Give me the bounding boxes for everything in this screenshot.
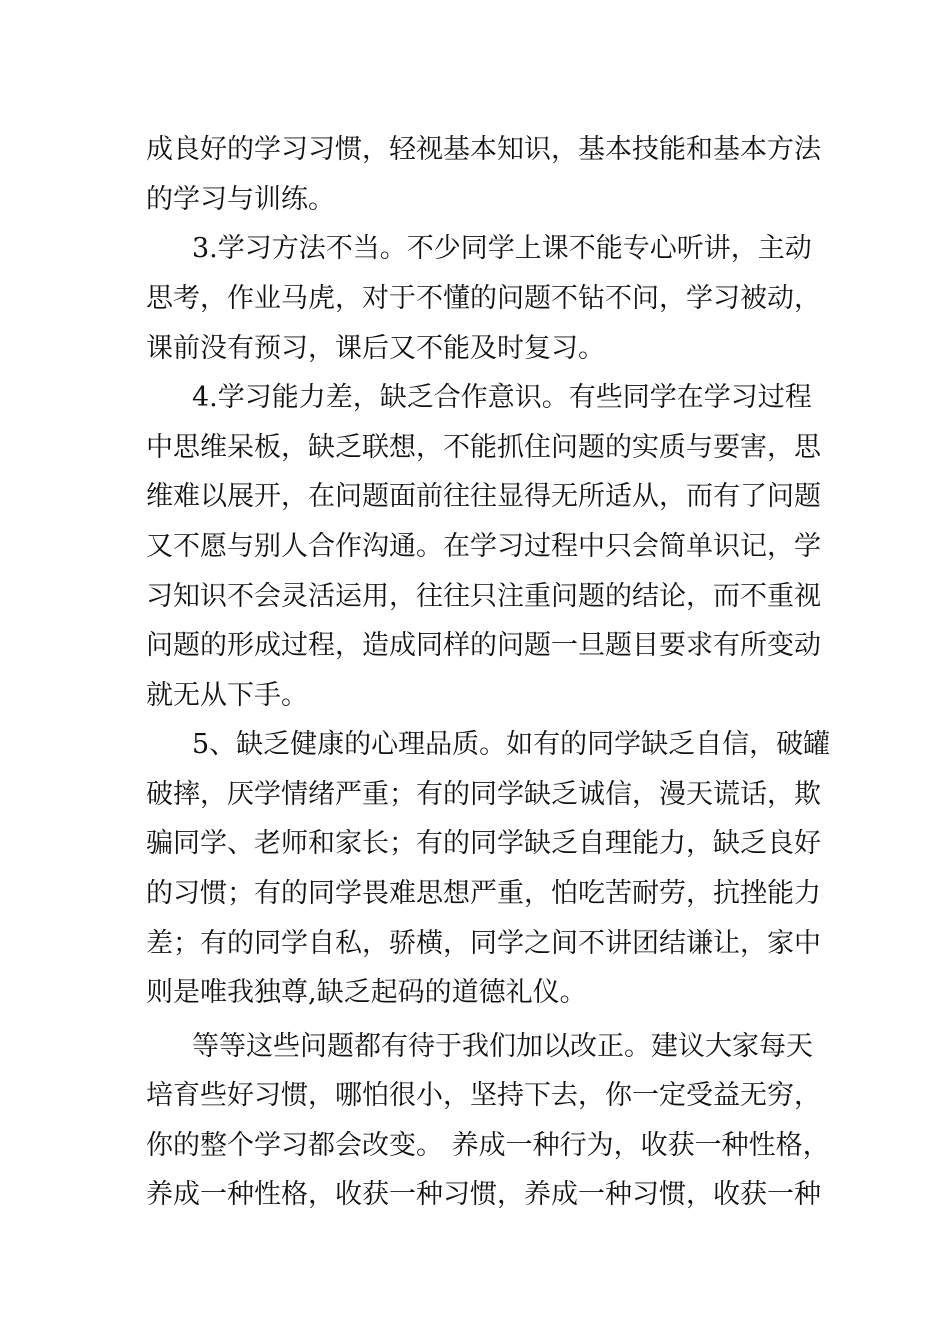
text-line: 维难以展开，在问题面前往往显得无所适从，而有了问题 — [146, 481, 821, 512]
text-line: 培育些好习惯，哪怕很小，坚持下去，你一定受益无穷， — [146, 1080, 821, 1111]
text-line: 养成一种性格，收获一种习惯，养成一种习惯，收获一种 — [146, 1179, 821, 1210]
text-line: 则是唯我独尊,缺乏起码的道德礼仪。 — [146, 977, 587, 1008]
paragraph-4-line: 4.学习能力差，缺乏合作意识。有些同学在学习过程 — [192, 382, 812, 413]
text-line: 骗同学、老师和家长；有的同学缺乏自理能力，缺乏良好 — [146, 828, 821, 859]
text-line: 的学习与训练。 — [146, 184, 335, 215]
paragraph-conclusion-line: 等等这些问题都有待于我们加以改正。建议大家每天 — [192, 1031, 813, 1062]
text-line: 中思维呆板，缺乏联想，不能抓住问题的实质与要害，思 — [146, 432, 821, 463]
text-line: 课前没有预习，课后又不能及时复习。 — [146, 333, 605, 364]
text-line: 问题的形成过程，造成同样的问题一旦题目要求有所变动 — [146, 630, 821, 661]
text-line: 思考，作业马虎，对于不懂的问题不钻不问，学习被动， — [146, 283, 821, 314]
text-line: 就无从下手。 — [146, 680, 308, 711]
text-line: 的习惯；有的同学畏难思想严重，怕吃苦耐劳，抗挫能力 — [146, 878, 821, 909]
text-line: 成良好的学习习惯，轻视基本知识，基本技能和基本方法 — [146, 134, 821, 165]
text-line: 你的整个学习都会改变。 养成一种行为，收获一种性格， — [146, 1130, 830, 1161]
paragraph-5-line: 5、缺乏健康的心理品质。如有的同学缺乏自信，破罐 — [192, 729, 831, 760]
text-line: 差；有的同学自私，骄横，同学之间不讲团结谦让，家中 — [146, 928, 821, 959]
paragraph-3-line: 3.学习方法不当。不少同学上课不能专心听讲，主动 — [192, 233, 812, 264]
text-line: 又不愿与别人合作沟通。在学习过程中只会简单识记，学 — [146, 531, 821, 562]
text-line: 习知识不会灵活运用，往往只注重问题的结论，而不重视 — [146, 581, 821, 612]
text-line: 破摔，厌学情绪严重；有的同学缺乏诚信，漫天谎话，欺 — [146, 779, 821, 810]
